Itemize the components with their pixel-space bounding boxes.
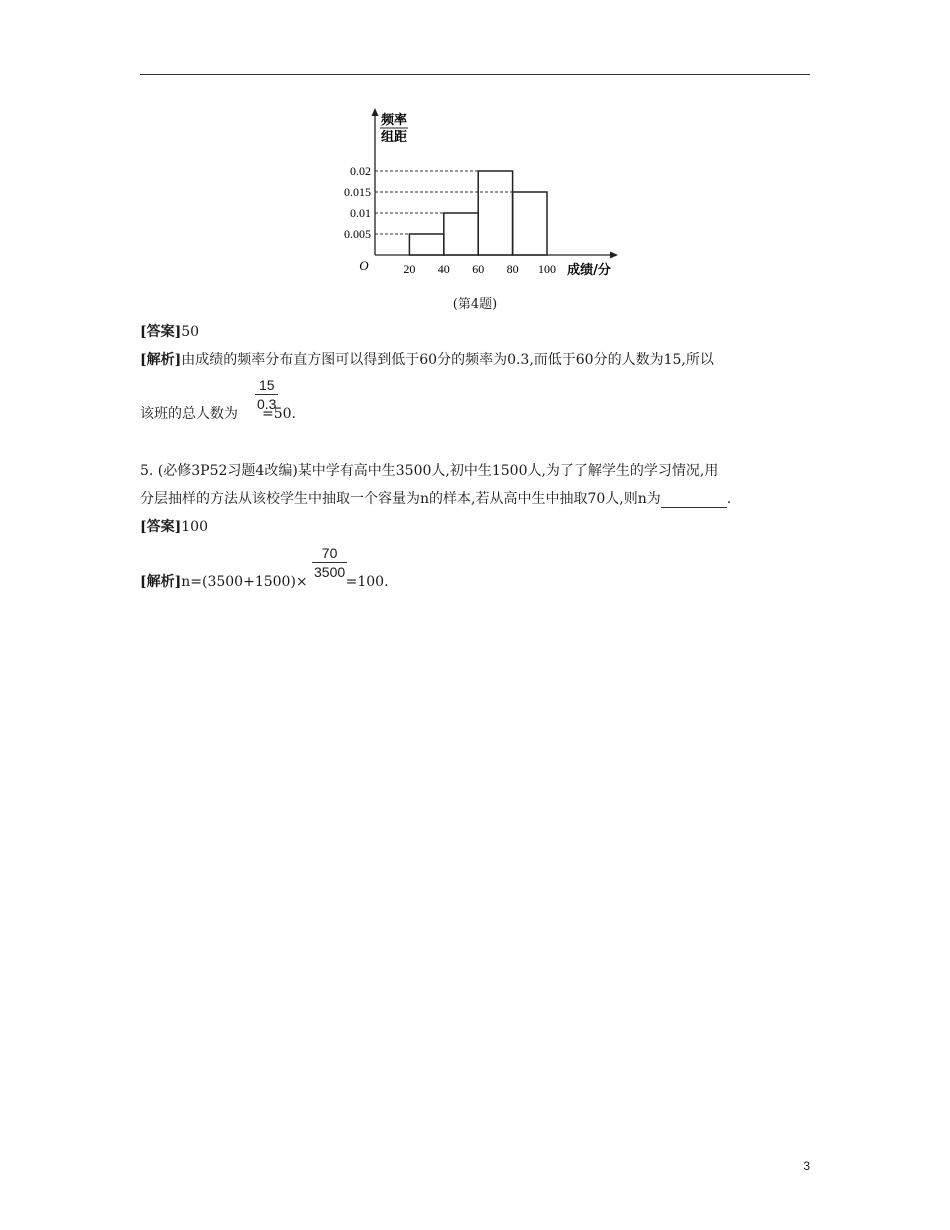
y-axis-arrow xyxy=(372,108,379,116)
analysis-tag: [解析] xyxy=(140,574,182,590)
q4-answer-line xyxy=(140,321,199,341)
x-tick-label: 60 xyxy=(472,262,485,276)
y-label-denominator: 组距 xyxy=(380,130,408,145)
histogram-bar xyxy=(409,234,443,255)
histogram-bar xyxy=(513,192,547,255)
page-number: 3 xyxy=(803,1159,810,1173)
answer-value: 100 xyxy=(181,519,208,535)
x-tick-label: 20 xyxy=(403,262,416,276)
q4-analysis-line1 xyxy=(140,349,714,369)
fraction-15-over-0.3 xyxy=(255,377,278,412)
fraction-numerator: 70 xyxy=(321,545,338,561)
y-tick-label: 0.005 xyxy=(344,227,371,241)
figure-caption: (第4题) xyxy=(452,297,498,312)
fraction-bar xyxy=(312,562,347,563)
fraction-denominator: 0.3 xyxy=(257,396,277,412)
y-tick-label: 0.01 xyxy=(350,206,371,220)
analysis-text-post: =50. xyxy=(262,406,296,422)
q5-line1: 5. (必修3P52习题4改编)某中学有高中生3500人,初中生1500人,为了了解学生的学习情况,用 xyxy=(140,463,719,479)
x-tick-label: 80 xyxy=(506,262,519,276)
origin-label: O xyxy=(359,258,369,273)
x-axis-arrow xyxy=(610,252,618,259)
y-label-numerator: 频率 xyxy=(380,113,408,128)
analysis-text-pre: n=(3500+1500)× xyxy=(181,574,308,590)
analysis-tag: [解析] xyxy=(140,352,182,368)
y-tick-label: 0.02 xyxy=(350,164,371,178)
analysis-text: 由成绩的频率分布直方图可以得到低于60分的频率为0.3,而低于60分的人数为15,所以 xyxy=(181,352,714,368)
q5-analysis-line xyxy=(140,571,389,591)
fraction-70-over-3500 xyxy=(312,545,347,580)
q5-line2-end: . xyxy=(726,491,732,507)
fraction-numerator: 15 xyxy=(258,377,275,393)
y-tick-label: 0.015 xyxy=(344,185,371,199)
histogram-chart xyxy=(0,0,950,300)
answer-tag: [答案] xyxy=(140,519,182,535)
q5-line2-text: 分层抽样的方法从该校学生中抽取一个容量为n的样本,若从高中生中抽取70人,则n为 xyxy=(140,491,661,507)
fraction-denominator: 3500 xyxy=(314,564,346,580)
answer-blank xyxy=(661,493,727,508)
x-tick-label: 100 xyxy=(538,262,556,276)
x-tick-label: 40 xyxy=(437,262,450,276)
fraction-bar xyxy=(255,394,278,395)
answer-value: 50 xyxy=(181,324,200,340)
analysis-text-pre: 该班的总人数为 xyxy=(140,406,238,422)
histogram-bar xyxy=(478,171,512,255)
answer-tag: [答案] xyxy=(140,324,182,340)
histogram-bar xyxy=(444,213,478,255)
q5-answer-line xyxy=(140,516,208,536)
q5-line2 xyxy=(140,488,731,508)
analysis-text-post: =100. xyxy=(345,574,389,590)
x-axis-label: 成绩/分 xyxy=(567,263,611,278)
